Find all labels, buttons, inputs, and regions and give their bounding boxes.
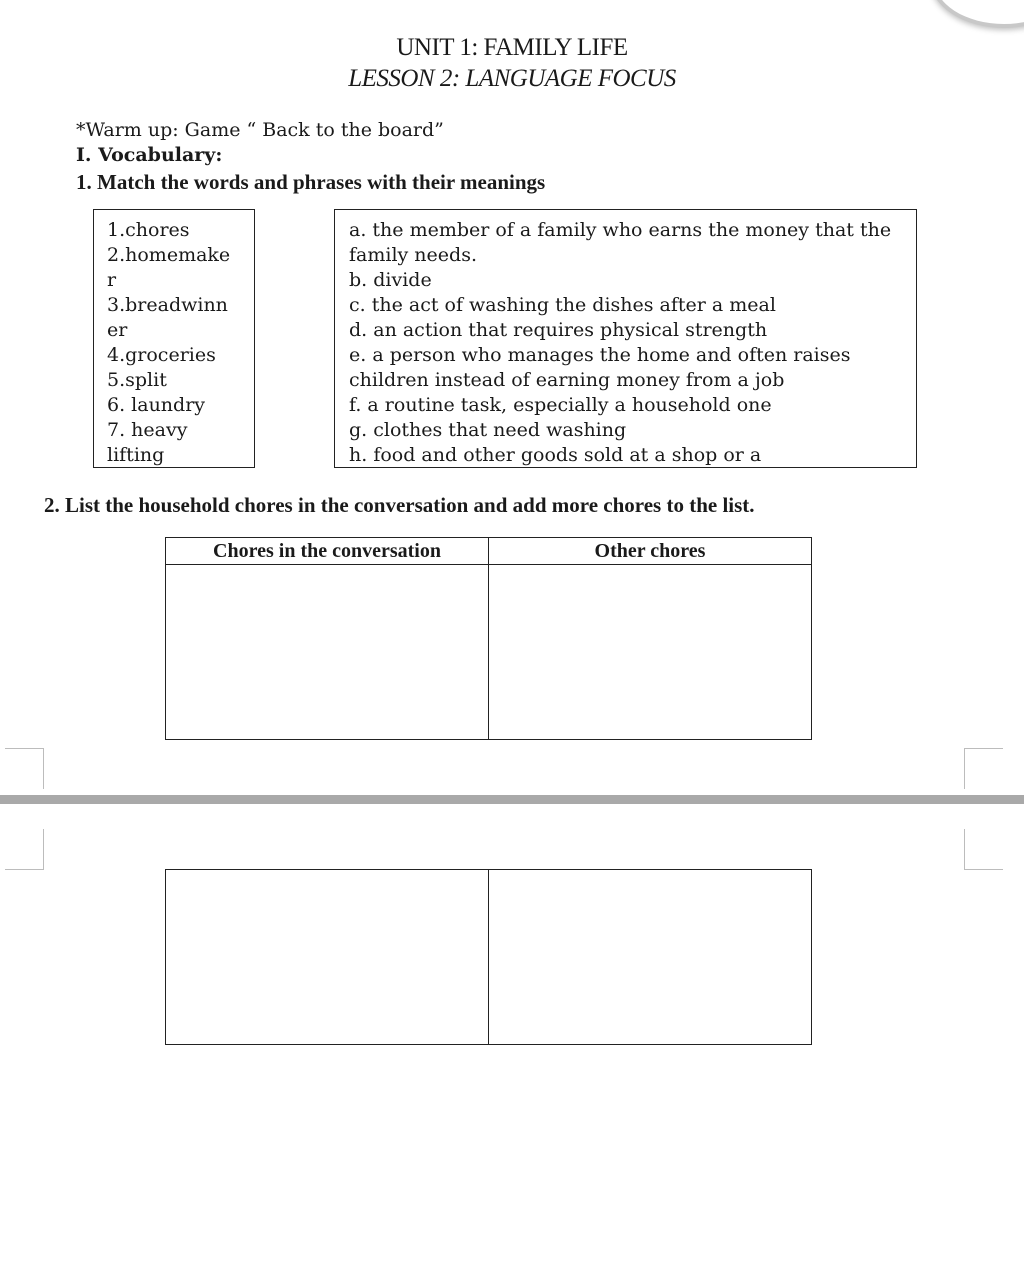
meaning-item: e. a person who manages the home and often raises children instead of earning money from a job	[349, 344, 851, 391]
page-separator	[0, 795, 1024, 804]
page-edge-arc	[930, 0, 1024, 28]
word-item: 4.groceries	[107, 344, 216, 366]
table-header-row	[166, 538, 812, 565]
word-item: 6. laundry	[107, 394, 206, 416]
answer-cell-other[interactable]	[489, 565, 812, 740]
word-item: 2.homemake r	[107, 244, 231, 291]
crop-mark	[964, 748, 1003, 789]
answer-cell-other[interactable]	[489, 870, 812, 1045]
meaning-item: d. an action that requires physical strength	[349, 319, 768, 341]
crop-mark	[964, 829, 1003, 870]
meaning-item: c. the act of washing the dishes after a meal	[349, 294, 776, 316]
meanings-box	[334, 209, 917, 468]
crop-mark	[5, 829, 44, 870]
meaning-item: f. a routine task, especially a household one	[349, 394, 772, 416]
meaning-item: b. divide	[349, 269, 432, 291]
column-header-conversation: Chores in the conversation	[166, 538, 489, 565]
word-item: 7. heavy lifting	[107, 419, 188, 466]
word-item: 3.breadwinn er	[107, 294, 228, 341]
answer-cell-conversation[interactable]	[166, 565, 489, 740]
word-item: 5.split	[107, 369, 167, 391]
chores-table	[165, 537, 812, 740]
words-box	[93, 209, 255, 468]
unit-title: UNIT 1: FAMILY LIFE	[396, 34, 628, 61]
meaning-item: a. the member of a family who earns the money that the family needs.	[349, 219, 892, 266]
table-row	[166, 870, 812, 1045]
column-header-other: Other chores	[489, 538, 812, 565]
crop-mark	[5, 748, 44, 789]
vocabulary-heading: I. Vocabulary:	[76, 144, 223, 166]
warm-up-line: *Warm up: Game “ Back to the board”	[76, 119, 444, 141]
chores-table-continued	[165, 869, 812, 1045]
table-row	[166, 565, 812, 740]
exercise-1-instruction: 1. Match the words and phrases with their meanings	[76, 170, 546, 194]
lesson-title: LESSON 2: LANGUAGE FOCUS	[348, 65, 676, 92]
meaning-item: g. clothes that need washing	[349, 419, 627, 441]
answer-cell-conversation[interactable]	[166, 870, 489, 1045]
exercise-2-instruction: 2. List the household chores in the conversation and add more chores to the list.	[44, 493, 755, 517]
meaning-item: h. food and other goods sold at a shop or a	[349, 444, 762, 466]
word-item: 1.chores	[107, 219, 190, 241]
